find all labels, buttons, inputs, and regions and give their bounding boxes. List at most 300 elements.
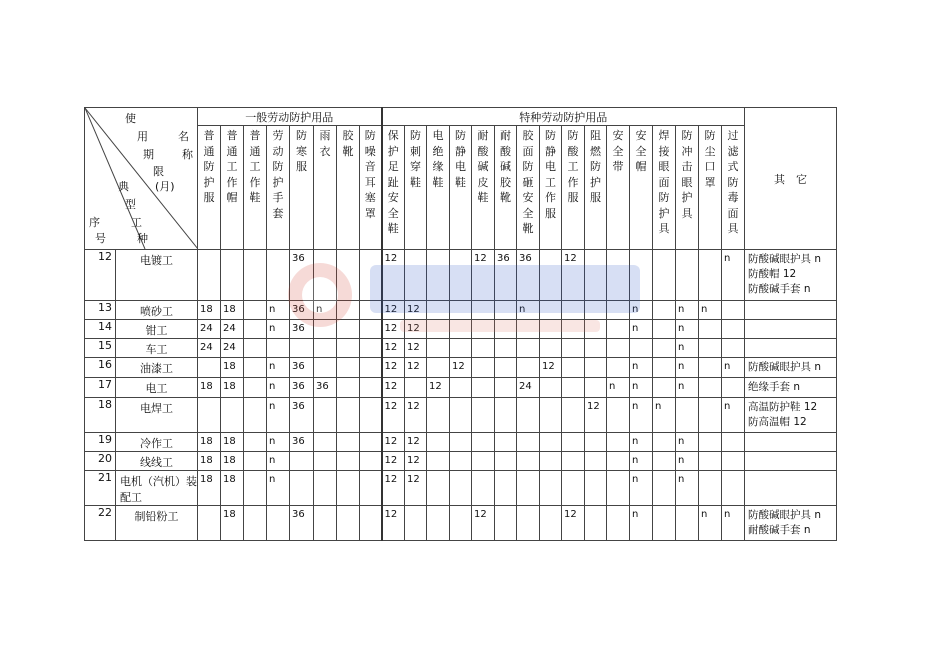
general-cell: n bbox=[267, 433, 290, 452]
diag-label-dian: 典 bbox=[118, 180, 129, 193]
general-cell: 36 bbox=[290, 250, 314, 301]
col-general-5: 防 寒 服 bbox=[290, 126, 314, 250]
special-cell bbox=[722, 452, 745, 471]
special-cell bbox=[676, 506, 699, 541]
special-cell: 12 bbox=[405, 398, 427, 433]
special-cell bbox=[495, 471, 517, 506]
col-general-2: 普 通 工 作 帽 bbox=[221, 126, 244, 250]
special-cell: n bbox=[630, 398, 653, 433]
special-cell bbox=[562, 433, 585, 452]
general-cell bbox=[337, 433, 360, 452]
special-cell bbox=[517, 452, 540, 471]
general-cell: 18 bbox=[198, 433, 221, 452]
special-cell: 12 bbox=[405, 320, 427, 339]
special-cell: n bbox=[630, 452, 653, 471]
diag-label-xu: 序 bbox=[89, 216, 100, 229]
general-cell bbox=[337, 378, 360, 398]
general-cell: n bbox=[267, 378, 290, 398]
special-cell bbox=[540, 320, 562, 339]
general-cell bbox=[337, 452, 360, 471]
table-row bbox=[85, 471, 837, 506]
general-cell bbox=[360, 433, 382, 452]
special-cell: n bbox=[630, 378, 653, 398]
general-cell bbox=[360, 471, 382, 506]
other-item: 高温防护鞋 12 bbox=[748, 401, 818, 413]
general-cell bbox=[337, 471, 360, 506]
special-cell bbox=[495, 339, 517, 358]
col-general-6: 雨 衣 bbox=[314, 126, 337, 250]
job-name: 制铅粉工 bbox=[116, 506, 198, 541]
row-number: 15 bbox=[85, 339, 116, 358]
general-cell: 18 bbox=[221, 452, 244, 471]
special-cell: 12 bbox=[382, 339, 405, 358]
special-cell bbox=[472, 433, 495, 452]
special-cell bbox=[607, 471, 630, 506]
table-row bbox=[85, 320, 837, 339]
special-cell bbox=[722, 378, 745, 398]
special-cell: n bbox=[676, 471, 699, 506]
col-special-2: 防 刺 穿 鞋 bbox=[405, 126, 427, 250]
special-cell bbox=[630, 339, 653, 358]
diag-label-yue: (月) bbox=[155, 180, 175, 193]
general-cell bbox=[314, 471, 337, 506]
special-cell: n bbox=[722, 506, 745, 541]
diagonal-header-cell bbox=[85, 108, 198, 250]
special-cell bbox=[585, 452, 607, 471]
special-cell: 12 bbox=[382, 301, 405, 320]
special-cell bbox=[517, 506, 540, 541]
general-cell: 18 bbox=[221, 378, 244, 398]
special-cell bbox=[607, 506, 630, 541]
general-cell: 18 bbox=[221, 506, 244, 541]
general-cell bbox=[360, 339, 382, 358]
special-cell bbox=[653, 301, 676, 320]
col-special-1: 保 护 足 趾 安 全 鞋 bbox=[382, 126, 405, 250]
other-item: 防酸帽 12 bbox=[748, 268, 797, 280]
special-cell bbox=[722, 320, 745, 339]
row-number: 18 bbox=[85, 398, 116, 433]
special-cell bbox=[540, 301, 562, 320]
special-cell bbox=[517, 320, 540, 339]
special-cell bbox=[722, 339, 745, 358]
general-cell: 36 bbox=[290, 378, 314, 398]
special-cell bbox=[450, 250, 472, 301]
special-cell: 12 bbox=[382, 452, 405, 471]
general-cell bbox=[244, 452, 267, 471]
job-name: 钳工 bbox=[116, 320, 198, 339]
special-cell bbox=[562, 378, 585, 398]
special-cell bbox=[495, 433, 517, 452]
special-cell bbox=[495, 378, 517, 398]
ppe-table bbox=[84, 107, 837, 541]
general-cell bbox=[244, 301, 267, 320]
general-cell: 18 bbox=[198, 301, 221, 320]
special-cell bbox=[472, 339, 495, 358]
special-cell: n bbox=[676, 339, 699, 358]
special-cell bbox=[427, 471, 450, 506]
special-cell: 12 bbox=[562, 250, 585, 301]
group-general-title: 一般劳动防护用品 bbox=[198, 108, 382, 126]
col-general-7: 胶 靴 bbox=[337, 126, 360, 250]
job-name: 油漆工 bbox=[116, 358, 198, 378]
general-cell bbox=[337, 250, 360, 301]
general-cell: 36 bbox=[314, 378, 337, 398]
other-item: 防酸碱眼护具 n bbox=[748, 253, 821, 265]
table-row bbox=[85, 398, 837, 433]
other-cell bbox=[745, 433, 837, 452]
general-cell: 36 bbox=[290, 433, 314, 452]
row-number: 13 bbox=[85, 301, 116, 320]
general-cell: 18 bbox=[198, 471, 221, 506]
general-cell bbox=[314, 358, 337, 378]
special-cell bbox=[450, 506, 472, 541]
row-number: 21 bbox=[85, 471, 116, 506]
special-cell: n bbox=[630, 301, 653, 320]
special-cell: n bbox=[630, 471, 653, 506]
row-number: 14 bbox=[85, 320, 116, 339]
special-cell bbox=[653, 433, 676, 452]
special-cell: 12 bbox=[405, 452, 427, 471]
other-cell bbox=[745, 452, 837, 471]
general-cell bbox=[290, 339, 314, 358]
general-cell bbox=[360, 378, 382, 398]
special-cell bbox=[585, 320, 607, 339]
other-cell bbox=[745, 506, 837, 541]
special-cell: n bbox=[517, 301, 540, 320]
other-cell bbox=[745, 398, 837, 433]
special-cell: 12 bbox=[405, 339, 427, 358]
special-cell: n bbox=[653, 398, 676, 433]
special-cell bbox=[495, 320, 517, 339]
special-cell: 12 bbox=[427, 378, 450, 398]
other-item: 耐酸碱手套 n bbox=[748, 524, 811, 536]
col-special-3: 电 绝 缘 鞋 bbox=[427, 126, 450, 250]
ppe-standard-table-sheet bbox=[84, 107, 837, 541]
special-cell bbox=[427, 358, 450, 378]
table-row bbox=[85, 433, 837, 452]
special-cell: n bbox=[630, 358, 653, 378]
other-item: 防酸碱眼护具 n bbox=[748, 509, 821, 521]
special-cell bbox=[607, 433, 630, 452]
general-cell: 36 bbox=[290, 506, 314, 541]
other-column-header bbox=[745, 108, 837, 250]
special-cell bbox=[540, 506, 562, 541]
special-cell bbox=[517, 339, 540, 358]
special-cell bbox=[450, 452, 472, 471]
general-cell: 18 bbox=[198, 378, 221, 398]
special-cell bbox=[607, 358, 630, 378]
diag-label-gong: 工 bbox=[131, 216, 142, 229]
table-row bbox=[85, 452, 837, 471]
row-number: 19 bbox=[85, 433, 116, 452]
col-general-4: 劳 动 防 护 手 套 bbox=[267, 126, 290, 250]
general-cell bbox=[198, 358, 221, 378]
diag-label-shi: 使 bbox=[125, 112, 136, 125]
special-cell bbox=[427, 398, 450, 433]
general-cell: n bbox=[267, 320, 290, 339]
special-cell bbox=[562, 471, 585, 506]
special-cell bbox=[722, 301, 745, 320]
general-cell bbox=[337, 358, 360, 378]
special-cell bbox=[472, 358, 495, 378]
special-cell: 12 bbox=[382, 250, 405, 301]
special-cell bbox=[540, 378, 562, 398]
general-cell: 18 bbox=[198, 452, 221, 471]
row-number: 12 bbox=[85, 250, 116, 301]
special-cell bbox=[472, 320, 495, 339]
general-cell bbox=[244, 471, 267, 506]
general-cell: 18 bbox=[221, 433, 244, 452]
special-cell: 12 bbox=[405, 471, 427, 506]
other-cell bbox=[745, 320, 837, 339]
diag-label-cheng: 称 bbox=[182, 148, 193, 161]
special-cell bbox=[722, 433, 745, 452]
other-item: 防高温帽 12 bbox=[748, 416, 807, 428]
special-cell bbox=[653, 339, 676, 358]
special-cell: n bbox=[630, 506, 653, 541]
special-cell bbox=[653, 378, 676, 398]
special-cell bbox=[517, 358, 540, 378]
special-cell: 12 bbox=[540, 358, 562, 378]
special-cell: n bbox=[676, 452, 699, 471]
special-cell bbox=[585, 339, 607, 358]
row-number: 20 bbox=[85, 452, 116, 471]
diag-label-qi: 期 bbox=[143, 148, 154, 161]
general-cell: 18 bbox=[221, 301, 244, 320]
general-cell bbox=[314, 452, 337, 471]
header-row-groups bbox=[85, 108, 837, 126]
general-cell bbox=[244, 506, 267, 541]
general-cell bbox=[198, 506, 221, 541]
special-cell bbox=[427, 301, 450, 320]
general-cell: 36 bbox=[290, 301, 314, 320]
general-cell bbox=[337, 339, 360, 358]
special-cell bbox=[427, 250, 450, 301]
col-special-8: 防 静 电 工 作 服 bbox=[540, 126, 562, 250]
general-cell: n bbox=[267, 301, 290, 320]
special-cell bbox=[699, 398, 722, 433]
col-special-6: 耐 酸 碱 胶 靴 bbox=[495, 126, 517, 250]
special-cell bbox=[585, 250, 607, 301]
special-cell bbox=[562, 339, 585, 358]
general-cell: 36 bbox=[290, 358, 314, 378]
special-cell: 36 bbox=[495, 250, 517, 301]
special-cell bbox=[540, 250, 562, 301]
special-cell: n bbox=[676, 378, 699, 398]
special-cell bbox=[653, 250, 676, 301]
general-cell bbox=[314, 506, 337, 541]
special-cell: 12 bbox=[382, 320, 405, 339]
special-cell bbox=[607, 339, 630, 358]
special-cell bbox=[472, 398, 495, 433]
special-cell bbox=[405, 506, 427, 541]
special-cell bbox=[699, 378, 722, 398]
special-cell bbox=[427, 320, 450, 339]
col-special-16: 过 滤 式 防 毒 面 具 bbox=[722, 126, 745, 250]
special-cell: 36 bbox=[517, 250, 540, 301]
special-cell: 12 bbox=[382, 433, 405, 452]
general-cell bbox=[244, 320, 267, 339]
special-cell bbox=[607, 301, 630, 320]
col-special-11: 安 全 带 bbox=[607, 126, 630, 250]
general-cell bbox=[360, 452, 382, 471]
general-cell bbox=[267, 339, 290, 358]
general-cell bbox=[360, 506, 382, 541]
special-cell bbox=[517, 398, 540, 433]
special-cell bbox=[607, 250, 630, 301]
col-special-4: 防 静 电 鞋 bbox=[450, 126, 472, 250]
special-cell bbox=[495, 506, 517, 541]
general-cell: n bbox=[267, 398, 290, 433]
special-cell bbox=[699, 471, 722, 506]
special-cell bbox=[450, 471, 472, 506]
special-cell: 24 bbox=[517, 378, 540, 398]
other-cell bbox=[745, 378, 837, 398]
special-cell bbox=[450, 301, 472, 320]
table-row bbox=[85, 339, 837, 358]
special-cell bbox=[540, 452, 562, 471]
general-cell bbox=[314, 339, 337, 358]
diag-label-ming: 名 bbox=[178, 130, 189, 143]
special-cell bbox=[607, 452, 630, 471]
diag-label-zhong: 种 bbox=[137, 232, 148, 245]
general-cell bbox=[221, 250, 244, 301]
general-cell: 24 bbox=[221, 320, 244, 339]
col-special-12: 安 全 帽 bbox=[630, 126, 653, 250]
row-number: 22 bbox=[85, 506, 116, 541]
special-cell bbox=[495, 358, 517, 378]
row-number: 17 bbox=[85, 378, 116, 398]
special-cell bbox=[472, 471, 495, 506]
other-cell bbox=[745, 250, 837, 301]
col-special-5: 耐 酸 碱 皮 鞋 bbox=[472, 126, 495, 250]
special-cell bbox=[653, 452, 676, 471]
general-cell bbox=[244, 378, 267, 398]
special-cell: 12 bbox=[382, 471, 405, 506]
other-cell bbox=[745, 339, 837, 358]
special-cell: n bbox=[722, 398, 745, 433]
other-cell bbox=[745, 471, 837, 506]
special-cell: n bbox=[630, 433, 653, 452]
special-cell: n bbox=[676, 358, 699, 378]
general-cell bbox=[290, 471, 314, 506]
general-cell bbox=[244, 339, 267, 358]
general-cell bbox=[360, 250, 382, 301]
special-cell bbox=[676, 398, 699, 433]
job-name: 电焊工 bbox=[116, 398, 198, 433]
other-title: 其 它 bbox=[774, 172, 807, 186]
general-cell bbox=[267, 506, 290, 541]
special-cell bbox=[427, 339, 450, 358]
other-item: 绝缘手套 n bbox=[748, 381, 800, 393]
special-cell bbox=[495, 301, 517, 320]
special-cell: n bbox=[676, 301, 699, 320]
special-cell: 12 bbox=[405, 301, 427, 320]
special-cell bbox=[517, 433, 540, 452]
special-cell: 12 bbox=[405, 358, 427, 378]
special-cell bbox=[472, 452, 495, 471]
other-cell bbox=[745, 358, 837, 378]
special-cell bbox=[699, 358, 722, 378]
special-cell: n bbox=[607, 378, 630, 398]
special-cell: 12 bbox=[382, 358, 405, 378]
special-cell bbox=[540, 339, 562, 358]
general-cell: 24 bbox=[198, 320, 221, 339]
col-special-7: 胶 面 防 砸 安 全 靴 bbox=[517, 126, 540, 250]
other-item: 防酸碱眼护具 n bbox=[748, 361, 821, 373]
special-cell bbox=[607, 320, 630, 339]
general-cell: 18 bbox=[221, 471, 244, 506]
special-cell bbox=[472, 378, 495, 398]
general-cell bbox=[337, 320, 360, 339]
special-cell bbox=[585, 433, 607, 452]
general-cell bbox=[290, 452, 314, 471]
special-cell bbox=[630, 250, 653, 301]
special-cell: 12 bbox=[382, 506, 405, 541]
general-cell bbox=[221, 398, 244, 433]
job-name: 电镀工 bbox=[116, 250, 198, 301]
special-cell bbox=[517, 471, 540, 506]
col-general-8: 防 噪 音 耳 塞 罩 bbox=[360, 126, 382, 250]
special-cell bbox=[450, 433, 472, 452]
row-number: 16 bbox=[85, 358, 116, 378]
special-cell bbox=[585, 358, 607, 378]
special-cell: n bbox=[676, 433, 699, 452]
special-cell bbox=[427, 433, 450, 452]
special-cell bbox=[427, 452, 450, 471]
table-row bbox=[85, 301, 837, 320]
special-cell bbox=[405, 378, 427, 398]
special-cell bbox=[495, 452, 517, 471]
special-cell bbox=[585, 378, 607, 398]
special-cell: 12 bbox=[562, 506, 585, 541]
general-cell bbox=[337, 301, 360, 320]
job-name: 电工 bbox=[116, 378, 198, 398]
general-cell: n bbox=[267, 471, 290, 506]
special-cell: 12 bbox=[472, 506, 495, 541]
general-cell: n bbox=[314, 301, 337, 320]
general-cell bbox=[198, 250, 221, 301]
general-cell bbox=[244, 250, 267, 301]
special-cell bbox=[562, 301, 585, 320]
special-cell bbox=[562, 320, 585, 339]
special-cell bbox=[653, 471, 676, 506]
special-cell: n bbox=[699, 301, 722, 320]
general-cell bbox=[360, 301, 382, 320]
special-cell bbox=[699, 250, 722, 301]
job-name: 喷砂工 bbox=[116, 301, 198, 320]
general-cell bbox=[314, 320, 337, 339]
special-cell bbox=[540, 398, 562, 433]
special-cell: n bbox=[699, 506, 722, 541]
special-cell bbox=[450, 398, 472, 433]
special-cell bbox=[653, 320, 676, 339]
general-cell: 24 bbox=[198, 339, 221, 358]
special-cell: 12 bbox=[585, 398, 607, 433]
general-cell bbox=[244, 433, 267, 452]
table-row bbox=[85, 506, 837, 541]
special-cell bbox=[450, 378, 472, 398]
special-cell bbox=[653, 506, 676, 541]
special-cell bbox=[607, 398, 630, 433]
general-cell bbox=[314, 398, 337, 433]
special-cell: n bbox=[676, 320, 699, 339]
special-cell: n bbox=[630, 320, 653, 339]
col-special-14: 防 冲 击 眼 护 具 bbox=[676, 126, 699, 250]
general-cell bbox=[314, 250, 337, 301]
special-cell bbox=[699, 320, 722, 339]
table-row bbox=[85, 250, 837, 301]
